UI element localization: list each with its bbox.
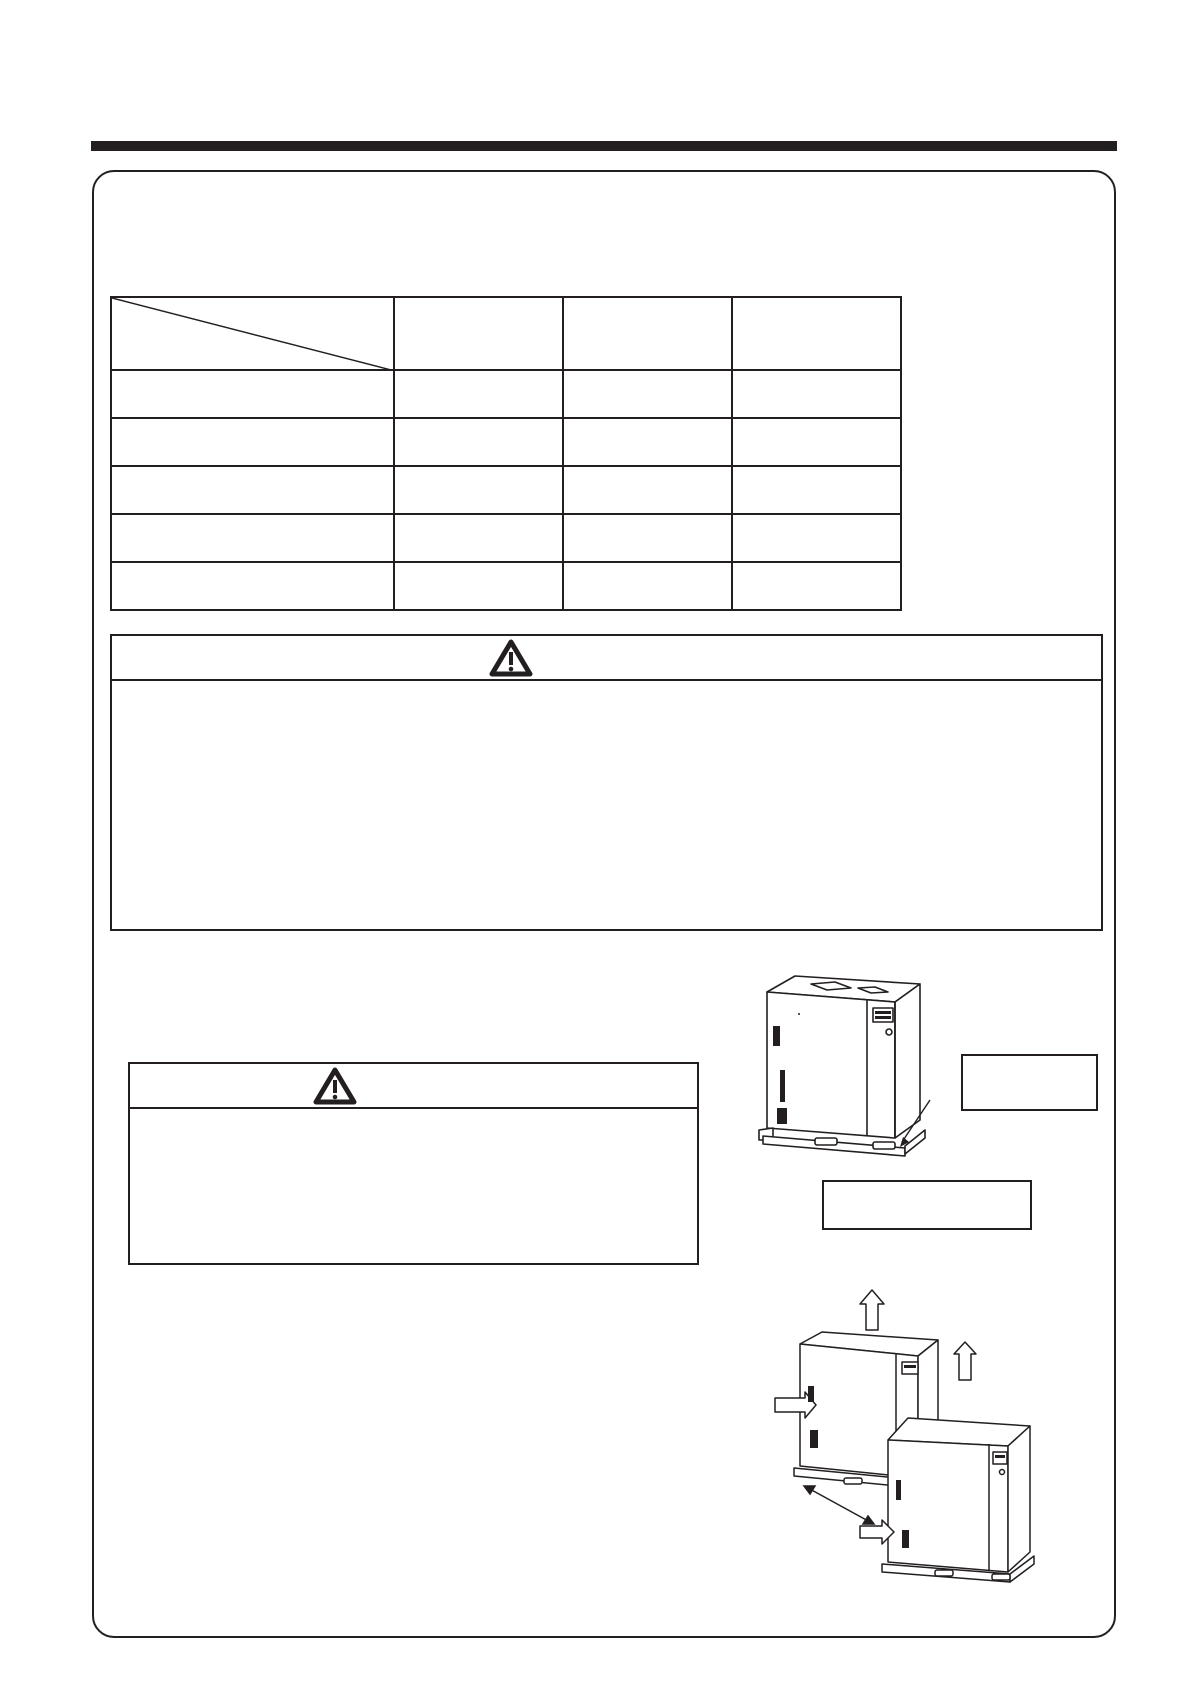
- table-header-cell: [732, 297, 901, 370]
- table-row: [111, 418, 901, 466]
- header-rule: [91, 141, 1117, 151]
- table-cell: [563, 562, 732, 610]
- caution-box-main: [110, 634, 1103, 931]
- table-row: [111, 562, 901, 610]
- table-cell: [111, 370, 394, 418]
- table-cell: [111, 562, 394, 610]
- table-cell: [394, 562, 563, 610]
- table-cell: [111, 418, 394, 466]
- table-cell: [732, 562, 901, 610]
- caution-header: [112, 636, 1101, 681]
- table-cell: [563, 418, 732, 466]
- table-cell: [394, 466, 563, 514]
- table-cell: [394, 370, 563, 418]
- airflow-arrow-icon: [954, 1342, 976, 1380]
- table-cell: [563, 370, 732, 418]
- table-cell: [732, 370, 901, 418]
- figure-caption-box: [822, 1180, 1032, 1230]
- table-cell: [732, 418, 901, 466]
- warning-triangle-icon: [489, 639, 533, 677]
- callout-leader-line: [900, 1100, 930, 1150]
- table-cell: [111, 466, 394, 514]
- specification-table: [110, 296, 902, 611]
- table-corner-cell: [111, 297, 394, 370]
- callout-label-box: [961, 1054, 1098, 1111]
- table-header-cell: [563, 297, 732, 370]
- caution-box-secondary: [128, 1062, 699, 1265]
- table-cell: [563, 466, 732, 514]
- warning-triangle-icon: [313, 1067, 357, 1105]
- table-cell: [732, 466, 901, 514]
- diagonal-divider: [112, 298, 395, 371]
- clearance-dimension: [804, 1486, 874, 1524]
- table-cell: [732, 514, 901, 562]
- table-row: [111, 370, 901, 418]
- table-row: [111, 466, 901, 514]
- table-cell: [394, 514, 563, 562]
- two-compressor-units-illustration: [760, 1290, 1060, 1620]
- table-header-cell: [394, 297, 563, 370]
- table-row: [111, 514, 901, 562]
- caution-header: [130, 1064, 697, 1109]
- airflow-arrow-icon: [860, 1290, 884, 1330]
- table-cell: [111, 514, 394, 562]
- table-cell: [563, 514, 732, 562]
- table-header-row: [111, 297, 901, 370]
- table-cell: [394, 418, 563, 466]
